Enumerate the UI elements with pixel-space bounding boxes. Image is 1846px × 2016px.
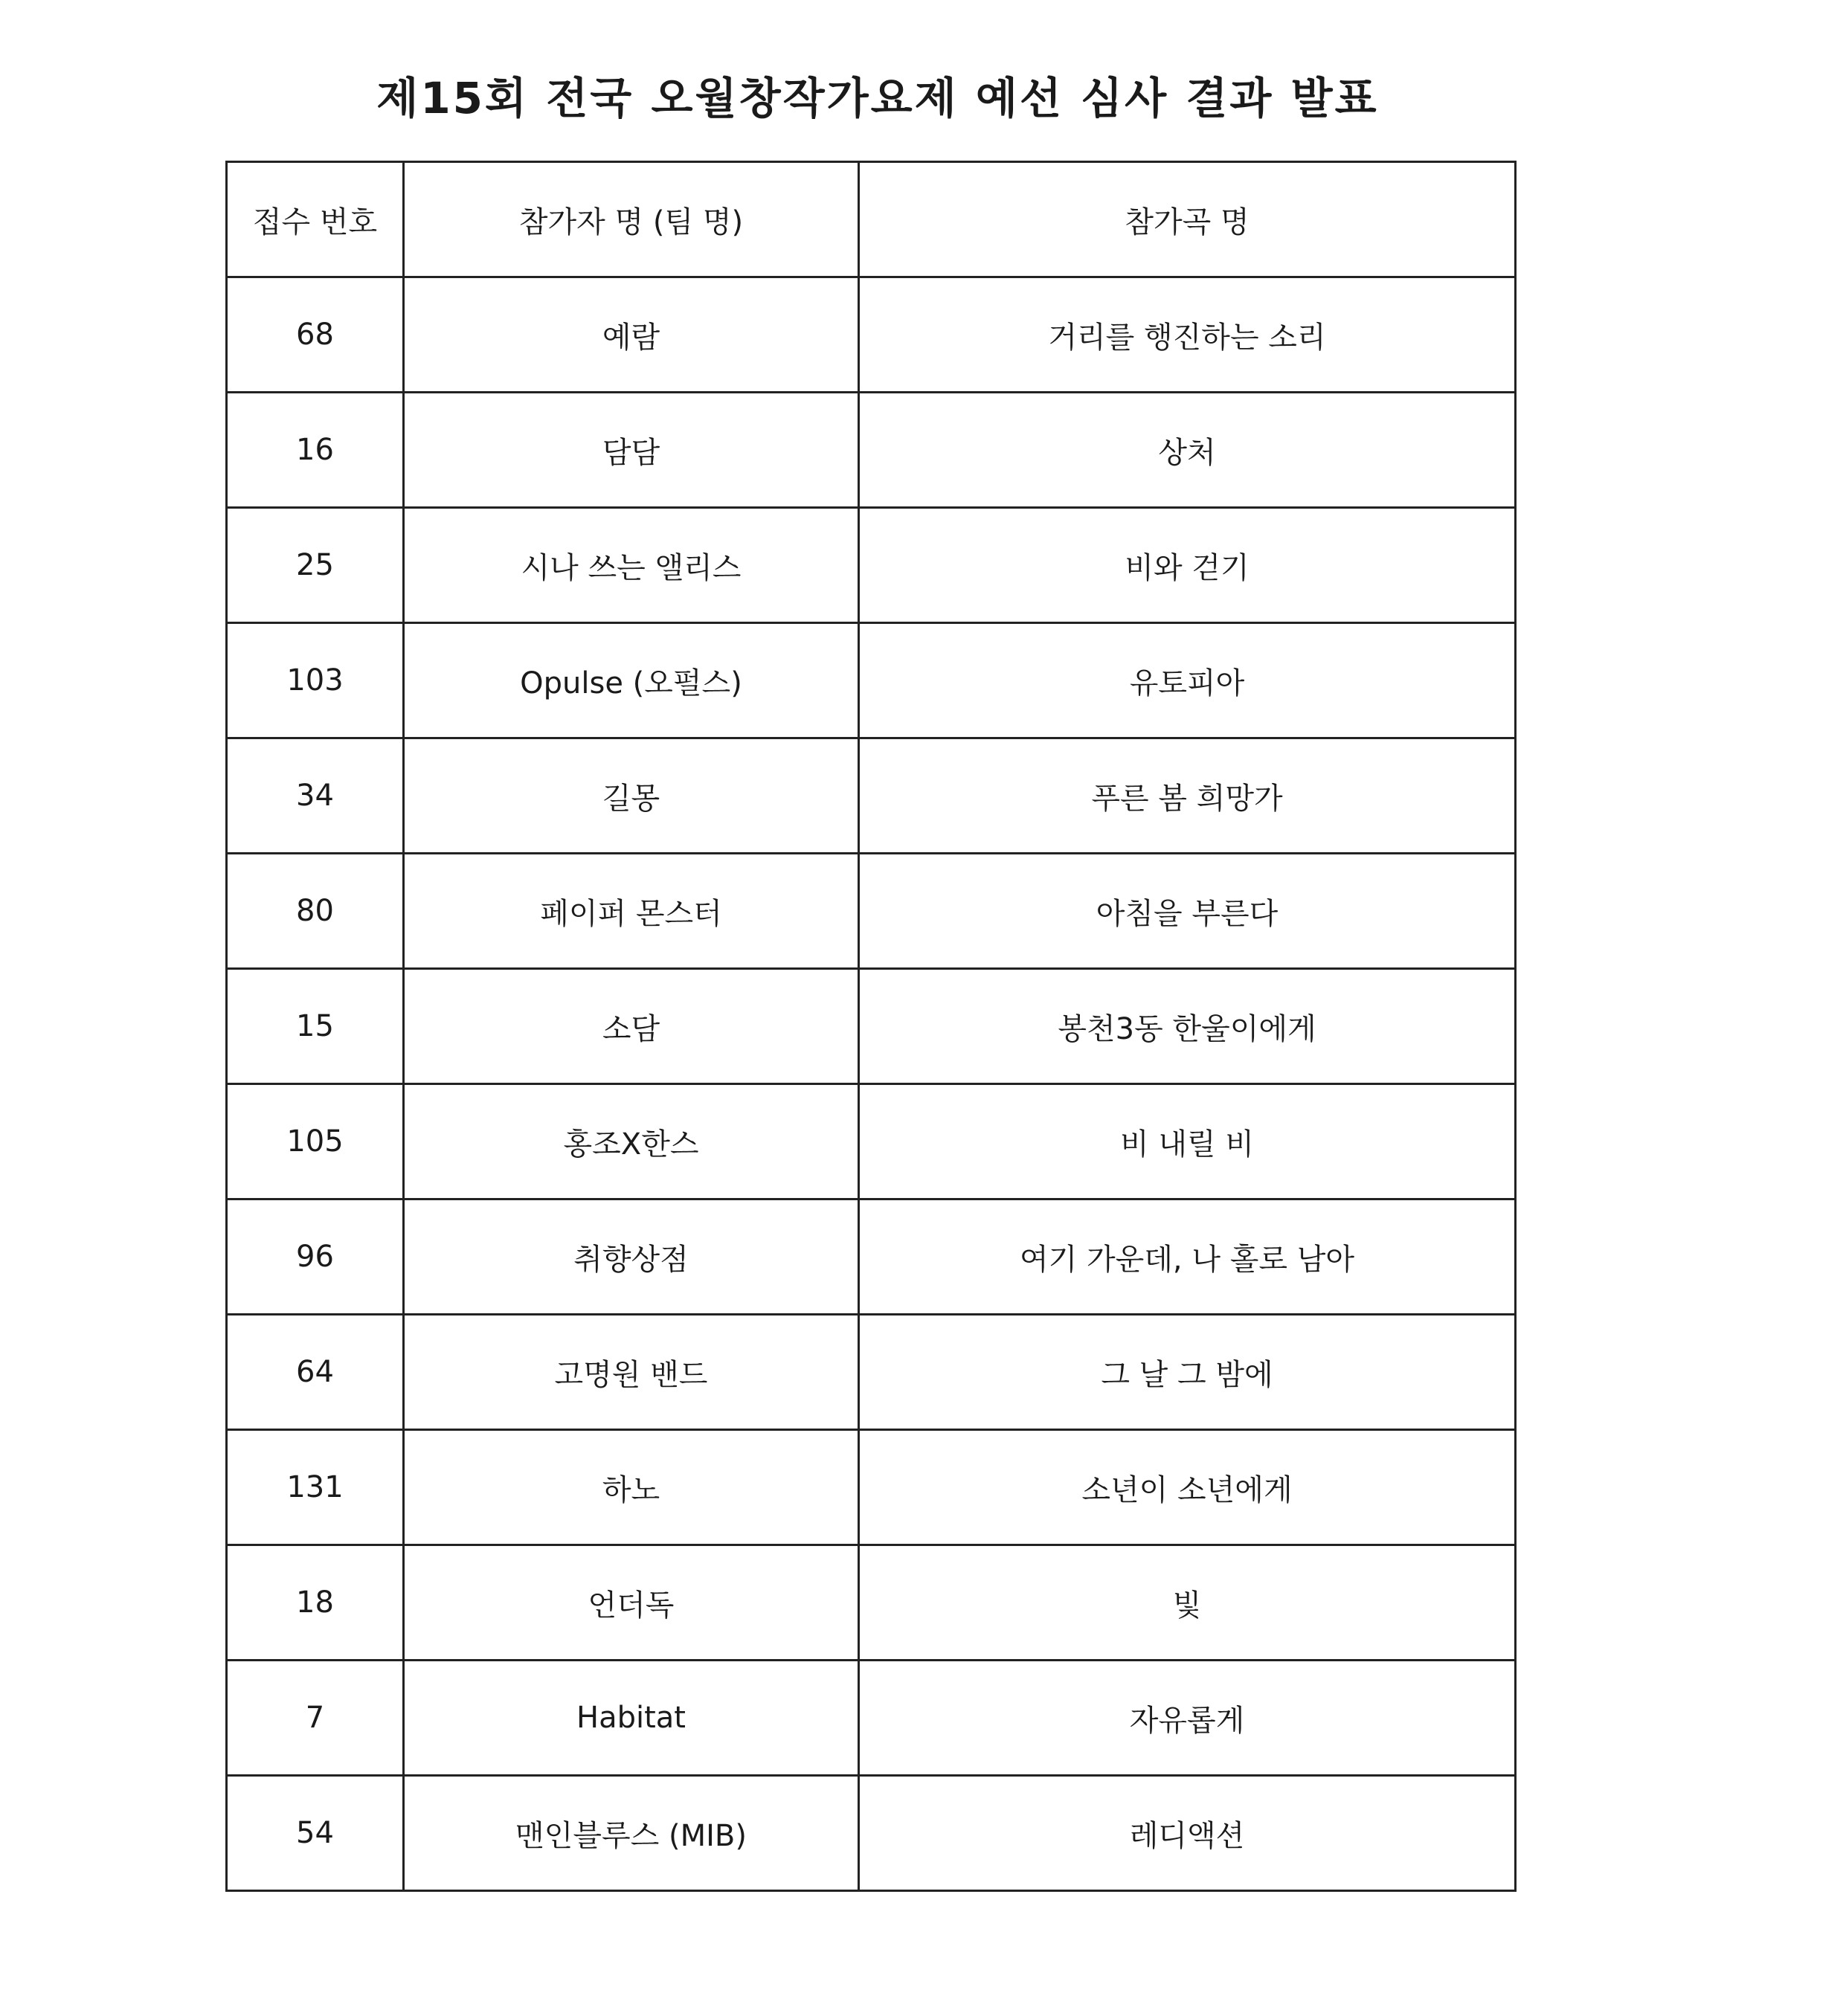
song-title-cell: 거리를 행진하는 소리 [859, 277, 1516, 393]
participant-name-cell: 시나 쓰는 앨리스 [404, 508, 859, 623]
table-row [227, 508, 1516, 623]
participant-name-cell: 하노 [404, 1430, 859, 1545]
registration-number-cell: 34 [227, 738, 404, 854]
header-registration-number: 접수 번호 [227, 162, 404, 277]
registration-number-cell: 7 [227, 1661, 404, 1776]
header-song-title: 참가곡 명 [859, 162, 1516, 277]
table-row [227, 1776, 1516, 1891]
song-title-cell: 여기 가운데, 나 홀로 남아 [859, 1199, 1516, 1315]
registration-number-cell: 68 [227, 277, 404, 393]
song-title-cell: 비와 걷기 [859, 508, 1516, 623]
participant-name-cell: 언더독 [404, 1545, 859, 1661]
song-title-cell: 상처 [859, 393, 1516, 508]
song-title-cell: 비 내릴 비 [859, 1084, 1516, 1199]
table-header-row [227, 162, 1516, 277]
table-row [227, 738, 1516, 854]
participant-name-cell: 고명원 밴드 [404, 1315, 859, 1430]
registration-number-cell: 96 [227, 1199, 404, 1315]
song-title-cell: 자유롭게 [859, 1661, 1516, 1776]
table-row [227, 1545, 1516, 1661]
participant-name-cell: 홍조X한스 [404, 1084, 859, 1199]
participant-name-cell: Opulse (오펄스) [404, 623, 859, 738]
registration-number-cell: 131 [227, 1430, 404, 1545]
participant-name-cell: 소담 [404, 969, 859, 1084]
table-row [227, 1199, 1516, 1315]
registration-number-cell: 54 [227, 1776, 404, 1891]
participant-name-cell: 맨인블루스 (MIB) [404, 1776, 859, 1891]
registration-number-cell: 80 [227, 854, 404, 969]
song-title-cell: 레디액션 [859, 1776, 1516, 1891]
table-row [227, 1084, 1516, 1199]
song-title-cell: 그 날 그 밤에 [859, 1315, 1516, 1430]
participant-name-cell: 길몽 [404, 738, 859, 854]
table-row [227, 1315, 1516, 1430]
document-title: 제15회 전국 오월창작가요제 예선 심사 결과 발표 [376, 72, 1379, 123]
participant-name-cell: 페이퍼 몬스터 [404, 854, 859, 969]
table-row [227, 623, 1516, 738]
table-row [227, 1430, 1516, 1545]
registration-number-cell: 25 [227, 508, 404, 623]
participant-name-cell: Habitat [404, 1661, 859, 1776]
participant-name-cell: 취향상점 [404, 1199, 859, 1315]
header-participant-name: 참가자 명 (팀 명) [404, 162, 859, 277]
table-row [227, 277, 1516, 393]
song-title-cell: 아침을 부른다 [859, 854, 1516, 969]
song-title-cell: 빛 [859, 1545, 1516, 1661]
table-row [227, 854, 1516, 969]
registration-number-cell: 15 [227, 969, 404, 1084]
table-row [227, 1661, 1516, 1776]
registration-number-cell: 105 [227, 1084, 404, 1199]
table-row [227, 393, 1516, 508]
registration-number-cell: 103 [227, 623, 404, 738]
registration-number-cell: 64 [227, 1315, 404, 1430]
song-title-cell: 푸른 봄 희망가 [859, 738, 1516, 854]
results-table [225, 161, 1517, 1892]
song-title-cell: 유토피아 [859, 623, 1516, 738]
participant-name-cell: 담담 [404, 393, 859, 508]
table-row [227, 969, 1516, 1084]
registration-number-cell: 16 [227, 393, 404, 508]
registration-number-cell: 18 [227, 1545, 404, 1661]
song-title-cell: 소년이 소년에게 [859, 1430, 1516, 1545]
song-title-cell: 봉천3동 한울이에게 [859, 969, 1516, 1084]
participant-name-cell: 예람 [404, 277, 859, 393]
